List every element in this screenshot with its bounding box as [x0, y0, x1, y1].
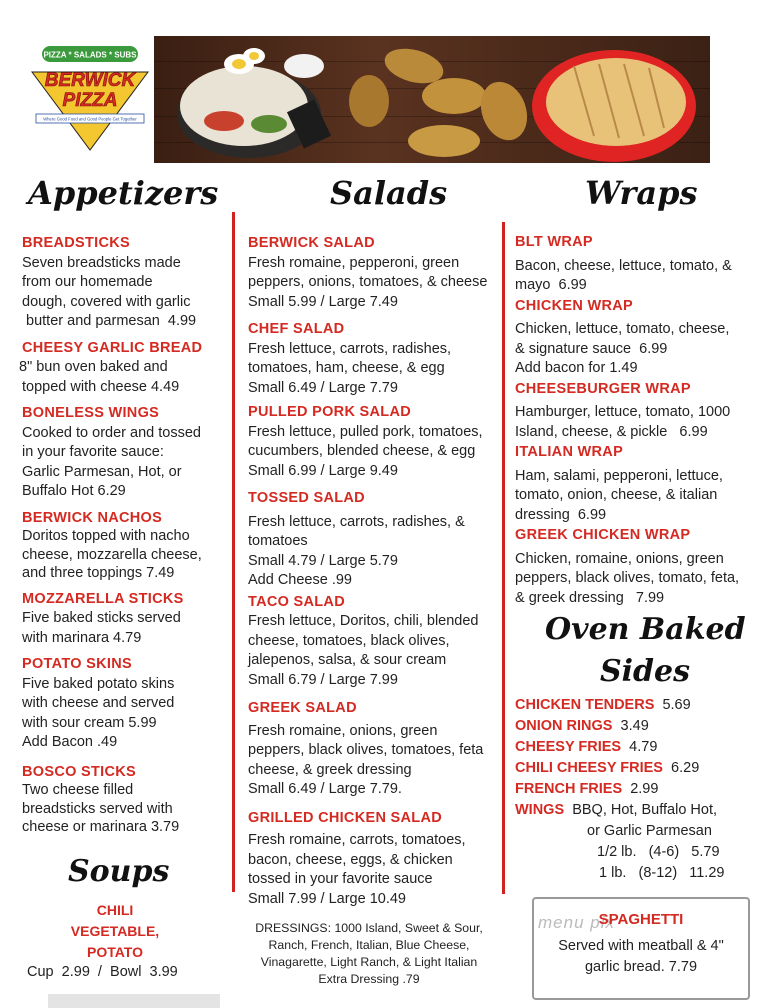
- appetizer-desc: cheese, mozzarella cheese,: [22, 546, 202, 563]
- food-illustration: [154, 36, 710, 163]
- wrap-item: [515, 526, 765, 608]
- salad-desc: Add Cheese .99: [248, 572, 352, 588]
- salad-name: GREEK SALAD: [248, 700, 357, 716]
- salad-desc: Small 6.79 / Large 7.99: [248, 671, 398, 688]
- wings-name: WINGS: [515, 802, 565, 818]
- salad-desc: Small 5.99 / Large 7.49: [248, 293, 398, 310]
- wings-desc-2: or Garlic Parmesan: [587, 823, 712, 839]
- salad-desc: Small 7.99 / Large 10.49: [248, 890, 406, 907]
- salad-desc: Fresh romaine, carrots, tomatoes,: [248, 832, 466, 848]
- appetizer-item: [22, 234, 227, 332]
- appetizer-desc: dough, covered with garlic: [22, 293, 191, 310]
- salad-desc: Fresh lettuce, Doritos, chili, blended: [248, 613, 479, 629]
- wraps-heading: Wraps: [585, 174, 698, 212]
- wrap-desc: Add bacon for 1.49: [515, 360, 638, 376]
- berwick-pizza-logo: [28, 42, 152, 152]
- logo-tagline: PIZZA * SALADS * SUBS: [43, 50, 137, 60]
- salad-desc: tomatoes: [248, 533, 308, 549]
- appetizer-name: BERWICK NACHOS: [22, 509, 163, 526]
- salad-name: PULLED PORK SALAD: [248, 404, 411, 420]
- appetizer-desc: Garlic Parmesan, Hot, or: [22, 463, 182, 480]
- salad-item: [248, 234, 498, 312]
- side-name: CHILI CHEESY FRIES: [515, 760, 663, 776]
- salad-item: [248, 320, 498, 398]
- salad-desc: cucumbers, blended cheese, & egg: [248, 443, 476, 459]
- wrap-name: ITALIAN WRAP: [515, 444, 624, 460]
- salad-desc: cheese, & greek dressing: [248, 761, 412, 778]
- salads-list: [248, 234, 498, 916]
- salad-desc: jalepenos, salsa, & sour cream: [248, 652, 447, 668]
- wrap-name: CHEESEBURGER WRAP: [515, 380, 691, 397]
- salad-desc: bacon, cheese, eggs, & chicken: [248, 851, 453, 868]
- salad-desc: Fresh lettuce, carrots, radishes,: [248, 340, 452, 357]
- side-name: FRENCH FRIES: [515, 781, 623, 797]
- salad-name: BERWICK SALAD: [248, 235, 375, 251]
- oven-baked-heading: Oven Baked: [545, 612, 746, 647]
- appetizer-desc: Doritos topped with nacho: [22, 528, 190, 544]
- soup-chili: CHILI: [96, 902, 134, 918]
- side-item: [515, 716, 765, 737]
- appetizer-desc: with marinara 4.79: [22, 629, 142, 646]
- appetizer-desc: in your favorite sauce:: [22, 444, 164, 460]
- salad-desc: Small 4.79 / Large 5.79: [248, 552, 398, 569]
- salad-name: CHEF SALAD: [248, 321, 345, 337]
- side-price: 2.99: [630, 781, 659, 797]
- dressings-line: Extra Dressing .79: [318, 972, 420, 986]
- wrap-name: GREEK CHICKEN WRAP: [515, 527, 691, 543]
- side-name: CHEESY FRIES: [515, 739, 622, 755]
- appetizer-desc: Five baked potato skins: [22, 675, 175, 692]
- salad-name: GRILLED CHICKEN SALAD: [248, 809, 442, 826]
- dressings-line: DRESSINGS: 1000 Island, Sweet & Sour,: [255, 921, 483, 935]
- appetizer-desc: Two cheese filled: [22, 782, 134, 798]
- wrap-desc: & greek dressing 7.99: [515, 589, 665, 606]
- appetizer-name: MOZZARELLA STICKS: [22, 590, 184, 607]
- side-item: [515, 695, 765, 716]
- appetizer-item: [22, 763, 227, 837]
- salad-item: [248, 699, 498, 800]
- wrap-desc: Hamburger, lettuce, tomato, 1000: [515, 404, 731, 420]
- soups-list: [40, 900, 190, 963]
- side-item: [515, 737, 765, 758]
- dressings-line: Ranch, French, Italian, Blue Cheese,: [268, 938, 470, 952]
- wrap-item: [515, 297, 765, 379]
- salad-desc: Small 6.99 / Large 9.49: [248, 462, 398, 479]
- appetizer-desc: Five baked sticks served: [22, 610, 181, 626]
- side-name: ONION RINGS: [515, 718, 613, 734]
- salad-desc: tomatoes, ham, cheese, & egg: [248, 360, 445, 376]
- spaghetti-box: [532, 897, 750, 1000]
- sides-heading: Sides: [600, 654, 691, 689]
- appetizer-desc: with cheese and served: [22, 695, 175, 711]
- salad-desc: Fresh romaine, onions, green: [248, 722, 438, 739]
- salad-name: TACO SALAD: [248, 593, 345, 610]
- food-photo-banner: [154, 36, 710, 163]
- appetizer-desc: 8" bun oven baked and: [19, 359, 168, 375]
- appetizer-item: [22, 590, 227, 649]
- appetizer-item: [22, 509, 227, 583]
- salad-desc: Fresh romaine, pepperoni, green: [248, 254, 460, 271]
- appetizers-heading: Appetizers: [28, 174, 219, 212]
- divider-left: [232, 212, 235, 892]
- wings-item: [515, 800, 765, 821]
- appetizer-desc: with sour cream 5.99: [22, 714, 157, 731]
- salad-desc: peppers, onions, tomatoes, & cheese: [248, 274, 488, 290]
- soup-vegetable: VEGETABLE,: [70, 923, 160, 939]
- salad-desc: cheese, tomatoes, black olives,: [248, 632, 450, 649]
- dressings-line: Vinagarette, Light Ranch, & Light Italian: [260, 955, 478, 969]
- salads-heading: Salads: [330, 174, 448, 212]
- appetizer-desc: cheese or marinara 3.79: [22, 819, 180, 835]
- appetizer-desc: topped with cheese 4.49: [22, 378, 180, 395]
- wings-one-lb: 1 lb. (8-12) 11.29: [599, 865, 725, 881]
- wrap-desc: & signature sauce 6.99: [515, 340, 668, 357]
- wrap-desc: dressing 6.99: [515, 506, 607, 523]
- logo-name-2: PIZZA: [62, 90, 118, 111]
- wrap-name: BLT WRAP: [515, 234, 593, 250]
- wrap-desc: Bacon, cheese, lettuce, tomato, &: [515, 257, 732, 274]
- wrap-desc: tomato, onion, cheese, & italian: [515, 487, 718, 503]
- wings-desc: BBQ, Hot, Buffalo Hot,: [572, 802, 718, 818]
- side-price: 5.69: [662, 697, 691, 713]
- wraps-list: [515, 233, 765, 608]
- soup-price: Cup 2.99 / Bowl 3.99: [27, 964, 178, 980]
- sides-list: [515, 695, 765, 884]
- bottom-gray-bar: [48, 994, 220, 1008]
- appetizer-desc: butter and parmesan 4.99: [22, 313, 197, 329]
- side-item: [515, 758, 765, 779]
- salad-desc: Small 6.49 / Large 7.79: [248, 379, 398, 396]
- appetizer-name: POTATO SKINS: [22, 656, 132, 672]
- side-price: 4.79: [629, 739, 658, 755]
- appetizer-name: BREADSTICKS: [22, 235, 131, 251]
- dressings-note: [248, 920, 490, 988]
- logo-slogan: Where Good Food and Good People Get Together: [43, 116, 137, 122]
- salad-name: TOSSED SALAD: [248, 490, 365, 506]
- spaghetti-name: SPAGHETTI: [598, 911, 684, 928]
- appetizer-desc: from our homemade: [22, 274, 153, 290]
- salad-item: [248, 593, 498, 691]
- appetizer-item: [19, 339, 227, 398]
- appetizers-list: [19, 234, 227, 844]
- wrap-desc: Ham, salami, pepperoni, lettuce,: [515, 467, 723, 484]
- salad-desc: Fresh lettuce, pulled pork, tomatoes,: [248, 423, 483, 440]
- salad-item: [248, 809, 498, 910]
- soup-potato: POTATO: [87, 944, 143, 960]
- wrap-desc: mayo 6.99: [515, 277, 587, 293]
- salad-item: [248, 489, 498, 591]
- logo-name-1: BERWICK: [44, 70, 136, 91]
- salad-desc: peppers, black olives, tomatoes, feta: [248, 742, 484, 758]
- salad-desc: Fresh lettuce, carrots, radishes, &: [248, 513, 465, 530]
- appetizer-item: [22, 404, 227, 502]
- side-price: 6.29: [671, 760, 700, 776]
- divider-right: [502, 222, 505, 894]
- appetizer-desc: Buffalo Hot 6.29: [22, 483, 126, 499]
- appetizer-item: [22, 655, 227, 753]
- appetizer-name: BOSCO STICKS: [22, 763, 136, 780]
- appetizer-desc: breadsticks served with: [22, 800, 173, 817]
- appetizer-name: CHEESY GARLIC BREAD: [22, 339, 203, 356]
- wrap-desc: Chicken, lettuce, tomato, cheese,: [515, 321, 730, 337]
- menupix-watermark: menu pix: [538, 913, 615, 932]
- wrap-desc: Island, cheese, & pickle 6.99: [515, 423, 708, 440]
- salad-item: [248, 403, 498, 481]
- spaghetti-desc-2: garlic bread. 7.79: [584, 959, 698, 975]
- wrap-name: CHICKEN WRAP: [515, 297, 633, 314]
- appetizer-desc: Cooked to order and tossed: [22, 424, 201, 441]
- wrap-desc: peppers, black olives, tomato, feta,: [515, 570, 740, 586]
- appetizer-desc: and three toppings 7.49: [22, 565, 175, 581]
- appetizer-desc: Add Bacon .49: [22, 734, 118, 750]
- salad-desc: tossed in your favorite sauce: [248, 871, 433, 887]
- wrap-desc: Chicken, romaine, onions, green: [515, 550, 724, 567]
- salad-desc: Small 6.49 / Large 7.79.: [248, 781, 402, 797]
- wrap-item: [515, 443, 765, 525]
- wrap-item: [515, 380, 765, 443]
- appetizer-desc: Seven breadsticks made: [22, 254, 181, 271]
- soups-heading: Soups: [68, 854, 170, 889]
- spaghetti-desc-1: Served with meatball & 4": [558, 938, 724, 954]
- wrap-item: [515, 233, 765, 296]
- wings-half-lb: 1/2 lb. (4-6) 5.79: [597, 844, 720, 860]
- side-price: 3.49: [620, 718, 649, 734]
- side-item: [515, 779, 765, 800]
- appetizer-name: BONELESS WINGS: [22, 405, 160, 421]
- side-name: CHICKEN TENDERS: [515, 697, 655, 713]
